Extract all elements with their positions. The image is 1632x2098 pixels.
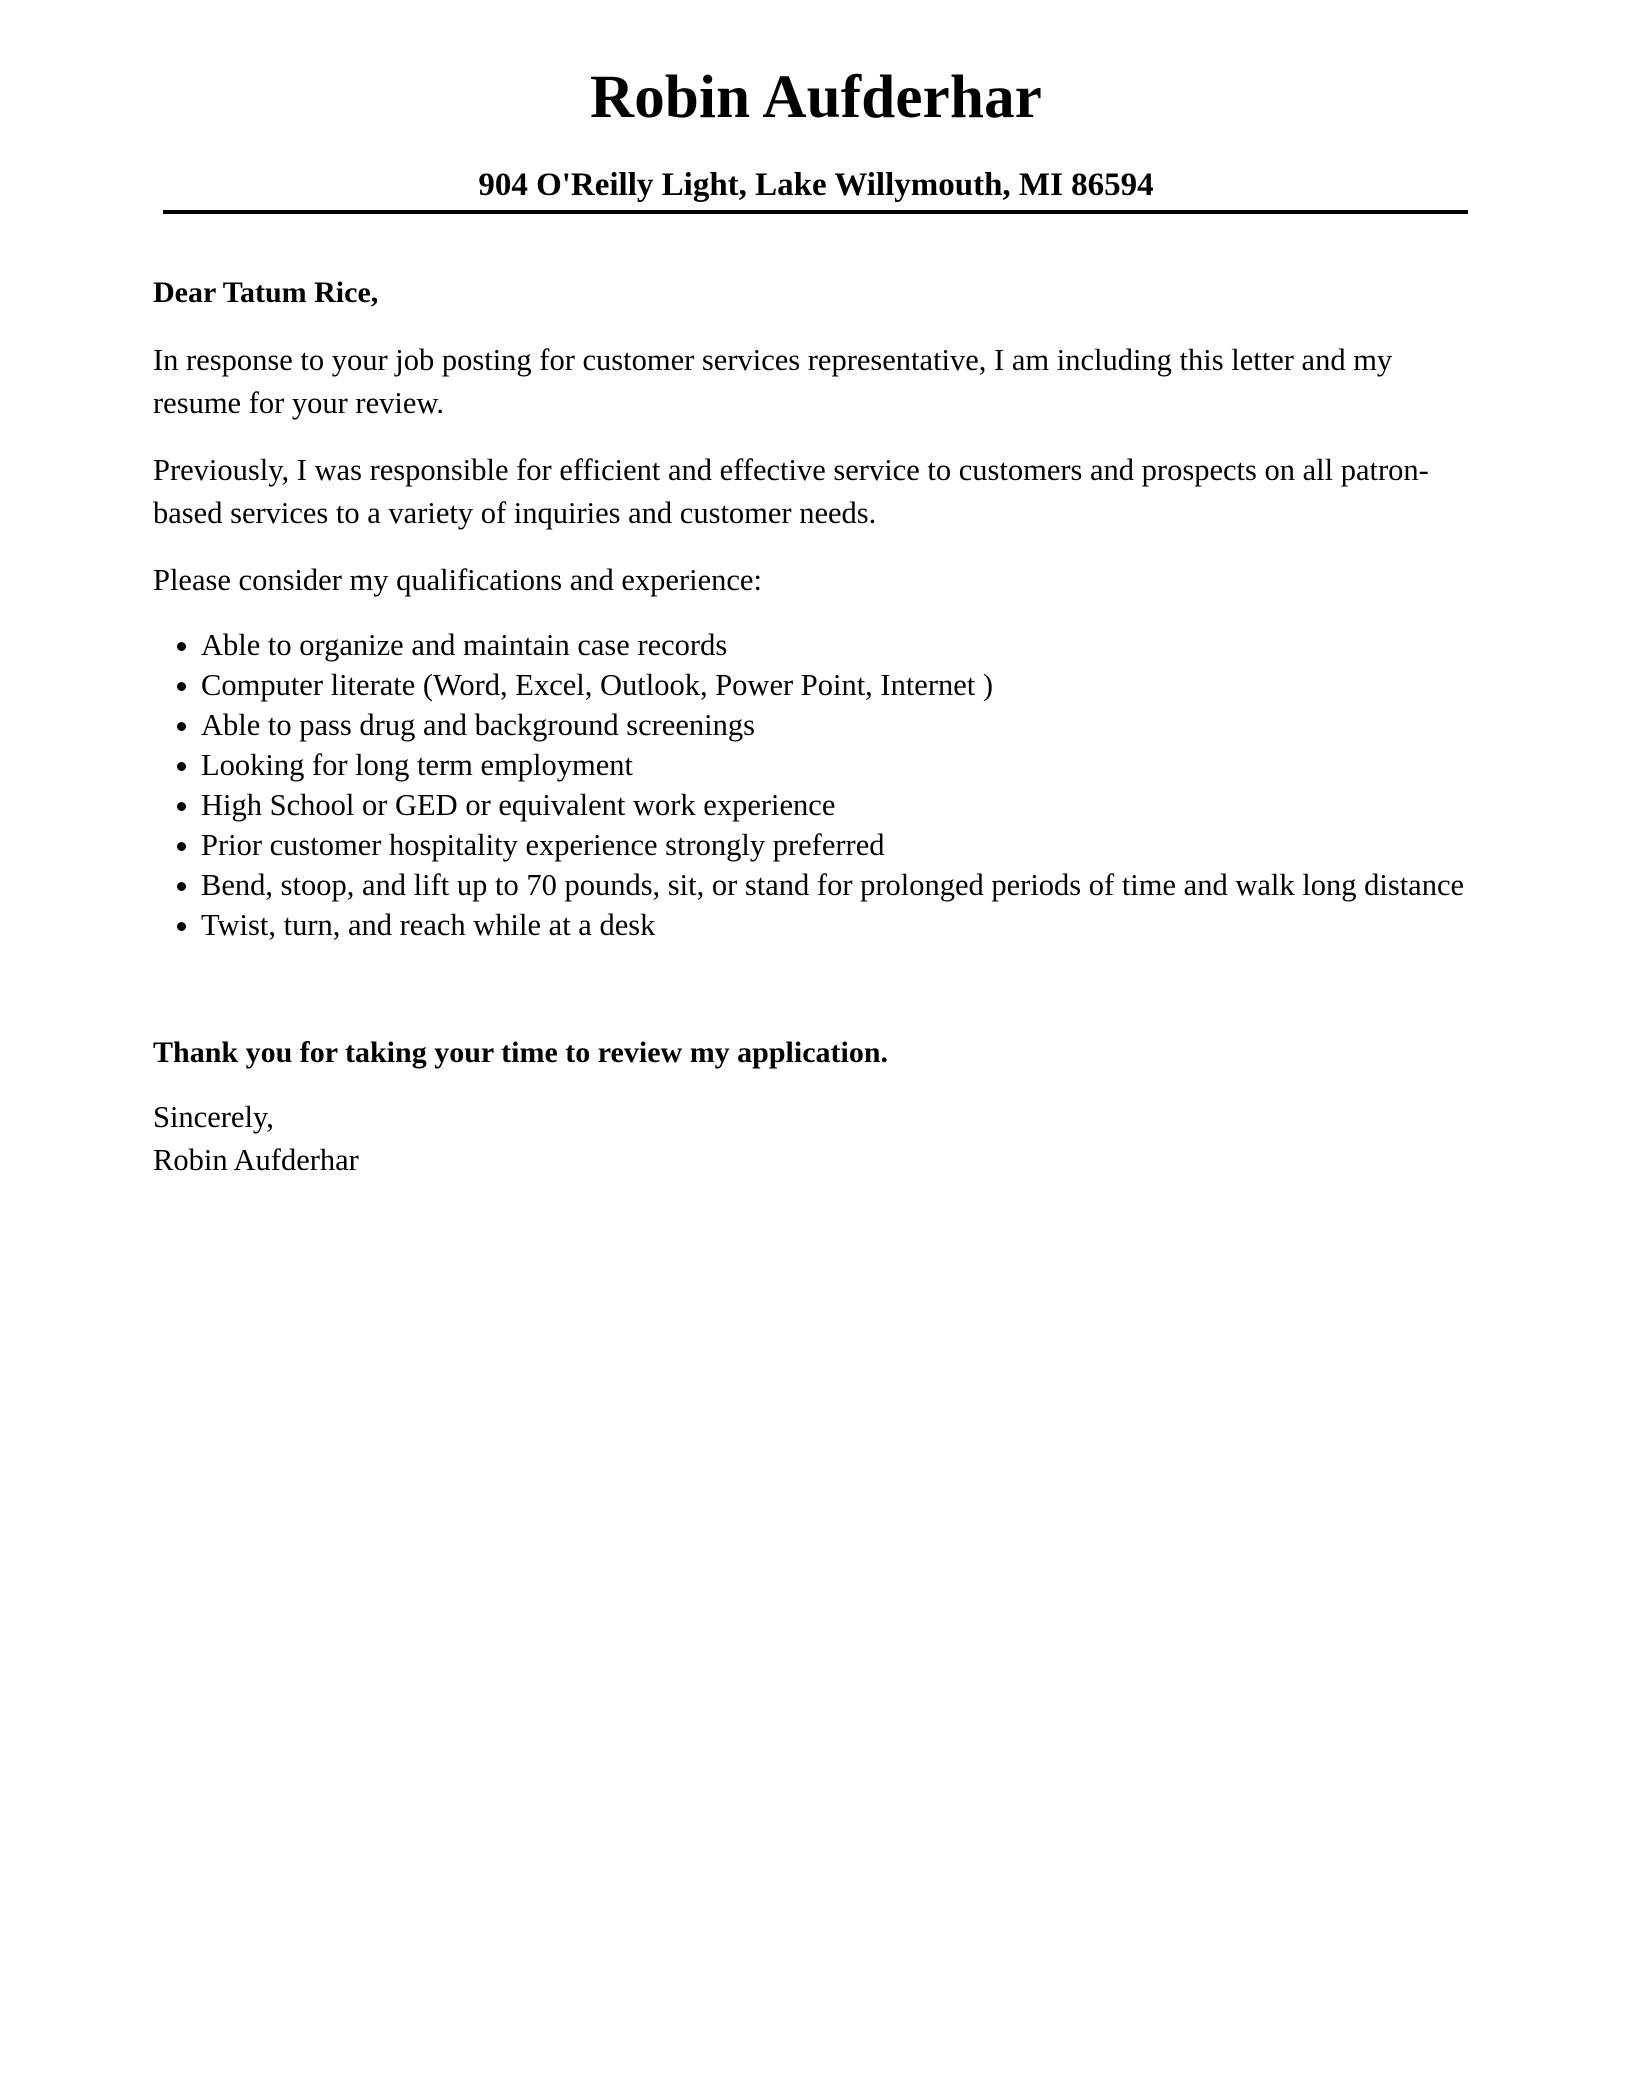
list-item-text: Able to pass drug and background screenings bbox=[201, 708, 755, 742]
list-item bbox=[153, 865, 1473, 905]
intro-paragraph: In response to your job posting for customer services representative, I am including this letter and my resume for your review. bbox=[153, 343, 1393, 420]
signature-name: Robin Aufderhar bbox=[153, 1143, 359, 1177]
bullet-icon bbox=[177, 882, 186, 891]
list-item bbox=[153, 825, 1473, 865]
experience-paragraph: Previously, I was responsible for efficient and effective service to customers and prospects on all patron-based services to a variety of inquiries and customer needs. bbox=[153, 453, 1429, 530]
list-item-text: Prior customer hospitality experience strongly preferred bbox=[201, 828, 885, 862]
list-item-text: High School or GED or equivalent work experience bbox=[201, 788, 836, 822]
header-divider bbox=[163, 210, 1468, 214]
bullet-icon bbox=[177, 682, 186, 691]
list-item bbox=[153, 665, 1473, 705]
list-item bbox=[153, 905, 1473, 945]
bullet-icon bbox=[177, 762, 186, 771]
applicant-name-heading: Robin Aufderhar bbox=[589, 64, 1043, 131]
applicant-address: 904 O'Reilly Light, Lake Willymouth, MI 86594 bbox=[478, 167, 1154, 203]
closing: Sincerely, bbox=[153, 1100, 274, 1134]
salutation: Dear Tatum Rice, bbox=[153, 276, 379, 309]
bullet-icon bbox=[177, 722, 186, 731]
bullet-icon bbox=[177, 642, 186, 651]
list-item-text: Bend, stoop, and lift up to 70 pounds, sit, or stand for prolonged periods of time and walk long distance bbox=[201, 868, 1465, 902]
qualifications-intro: Please consider my qualifications and experience: bbox=[153, 563, 762, 597]
bullet-icon bbox=[177, 842, 186, 851]
bullet-icon bbox=[177, 802, 186, 811]
list-item-text: Able to organize and maintain case records bbox=[201, 628, 728, 662]
list-item bbox=[153, 625, 1473, 665]
list-item bbox=[153, 705, 1473, 745]
list-item-text: Looking for long term employment bbox=[201, 748, 634, 782]
qualifications-list bbox=[153, 625, 1473, 945]
bullet-icon bbox=[177, 922, 186, 931]
list-item bbox=[153, 785, 1473, 825]
list-item-text: Computer literate (Word, Excel, Outlook, Power Point, Internet ) bbox=[201, 668, 994, 702]
list-item bbox=[153, 745, 1473, 785]
list-item-text: Twist, turn, and reach while at a desk bbox=[201, 908, 656, 942]
thank-you-line: Thank you for taking your time to review my application. bbox=[153, 1036, 889, 1069]
